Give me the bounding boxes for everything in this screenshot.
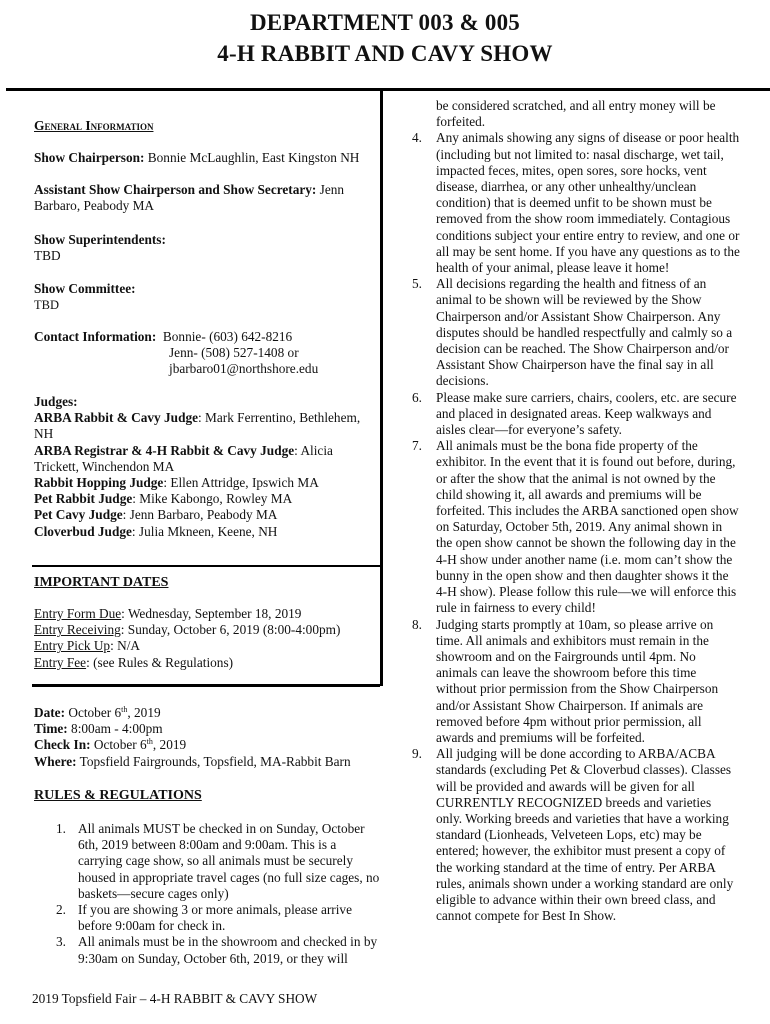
contact-email: jbarbaro01@northshore.edu [169,361,319,377]
rule-continuation: be considered scratched, and all entry money will be forfeited. [436,98,716,130]
rule-item: 7. All animals must be the bona fide property of the exhibitor. In the event that it is found out before, during, or after the show that the animal is not owned by the child showing it, all awards and premiums will be forfeited. This includes the ARBA sanctioned open show on Saturday, October 5th, 2019. Any animal shown in the open show cannot be shown the following day in the 4-H show under another name (i.e. mom can’t show the bunny in the open show and then daughter shows it the 4-H show). Please follow this rule—we will enforce this rule in fairness to every child! [412,438,739,616]
rules-list-left [56,821,380,967]
judges-heading: Judges: [34,394,78,409]
general-information-heading: General Information [34,118,154,133]
page-subtitle: 4-H RABBIT AND CAVY SHOW [217,41,553,66]
contact-information: Contact Information: Bonnie- (603) 642-8216 Jenn- (508) 527-1408 or jbarbaro01@northshore.edu [34,329,376,378]
dates-top-divider [32,565,380,567]
show-chairperson: Show Chairperson: Bonnie McLaughlin, East Kingston NH [34,150,360,165]
event-time: Time: 8:00am - 4:00pm [34,721,163,737]
column-divider [380,88,383,686]
assistant-chairperson: Assistant Show Chairperson and Show Secretary: Jenn Barbaro, Peabody MA [34,182,345,214]
judge-item: Pet Rabbit Judge: Mike Kabongo, Rowley MA [34,491,293,507]
date-item: Entry Form Due: Wednesday, September 18, 2019 [34,606,302,621]
event-date: Date: October 6th, 2019 [34,705,161,720]
date-item: Entry Fee: (see Rules & Regulations) [34,654,234,670]
judge-item: Rabbit Hopping Judge: Ellen Attridge, Ipswich MA [34,475,319,491]
show-superintendents: Show Superintendents: TBD [34,232,166,264]
judge-item: ARBA Rabbit & Cavy Judge: Mark Ferrentino, Bethlehem, NH [34,410,361,442]
judge-item: Pet Cavy Judge: Jenn Barbaro, Peabody MA [34,507,278,523]
rule-item: 6. Please make sure carriers, chairs, coolers, etc. are secure and placed in designated areas. Keep walkways and aisles clear—for everyone’s safety. [412,389,737,438]
rule-item: 1. All animals MUST be checked in on Sunday, October 6th, 2019 between 8:00am and 9:00am. This is a carrying cage show, so all animals must be securely housed in appropriate travel cages (no full size cages, no baskets—secure cages only) [56,821,380,901]
rules-heading: RULES & REGULATIONS [34,788,202,803]
top-divider [6,88,770,91]
rule-item: 9. All judging will be done according to ARBA/ACBA standards (excluding Pet & Cloverbud classes). Classes will be provided and awards will be given for all CURRENTLY RECOGNIZED breeds and varieties only. Working breeds and varieties that have a working standard (Lionheads, Velveteen Lops, etc) may be entered; however, the exhibitor must present a copy of the working standard at the time of entry. Per ARBA rules, animals shown under a working standard are only eligible to advance within their own breed class, and cannot compete for Best In Show. [412,746,734,924]
show-committee: Show Committee: TBD [34,281,136,313]
event-checkin: Check In: October 6th, 2019 [34,737,187,753]
rule-item: 8. Judging starts promptly at 10am, so please arrive on time. All animals and exhibitors must remain in the showroom and on the Fairgrounds until 4pm. No animals can leave the showroom before this time without prior permission from the Show Chairperson and/or Assistant Show Chairperson. If animals are removed before 4pm without prior permission, all awards and premiums will be forfeited. [412,616,719,745]
judge-item: Cloverbud Judge: Julia Mkneen, Keene, NH [34,523,278,539]
rule-item: 2. If you are showing 3 or more animals, please arrive before 9:00am for check in. [56,902,352,934]
important-dates-list [34,606,376,671]
page-title: DEPARTMENT 003 & 005 [249,10,521,35]
rule-item: 3. All animals must be in the showroom and checked in by 9:30am on Sunday, October 6th, 2019, or they will [56,934,378,966]
date-item: Entry Receiving: Sunday, October 6, 2019 (8:00-4:00pm) [34,622,341,638]
rules-list-right [412,98,740,924]
important-dates-heading: IMPORTANT DATES [34,575,169,590]
page-footer: 2019 Topsfield Fair – 4-H RABBIT & CAVY SHOW [32,991,318,1006]
event-info [34,705,376,770]
event-location: Where: Topsfield Fairgrounds, Topsfield, MA-Rabbit Barn [34,753,351,769]
dates-bottom-divider [32,684,380,687]
judge-item: ARBA Registrar & 4-H Rabbit & Cavy Judge: Alicia Trickett, Winchendon MA [34,442,333,474]
judges-section [34,394,376,540]
rule-item: 4. Any animals showing any signs of disease or poor health (including but not limited to: nasal discharge, wet tail, impacted feces, mites, open sores, sore hocks, vent disease, diarrhea, or any other unhealthy/unclean condition) that is deemed unfit to be shown must be removed from the show room immediately. Contagious conditions subject your entire entry to review, and one or all may be sent home. If you have any questions as to the health of your animal, please leave it home! [412,130,740,276]
date-item: Entry Pick Up: N/A [34,638,141,654]
rule-item: 5. All decisions regarding the health and fitness of an animal to be shown will be reviewed by the Show Chairperson and/or Assistant Show Chairperson. Any disputes should be handled respectfully and calmly so a decision can be reached. The Show Chairperson and/or Assistant Show Chairperson have the final say in all decisions. [412,276,733,389]
